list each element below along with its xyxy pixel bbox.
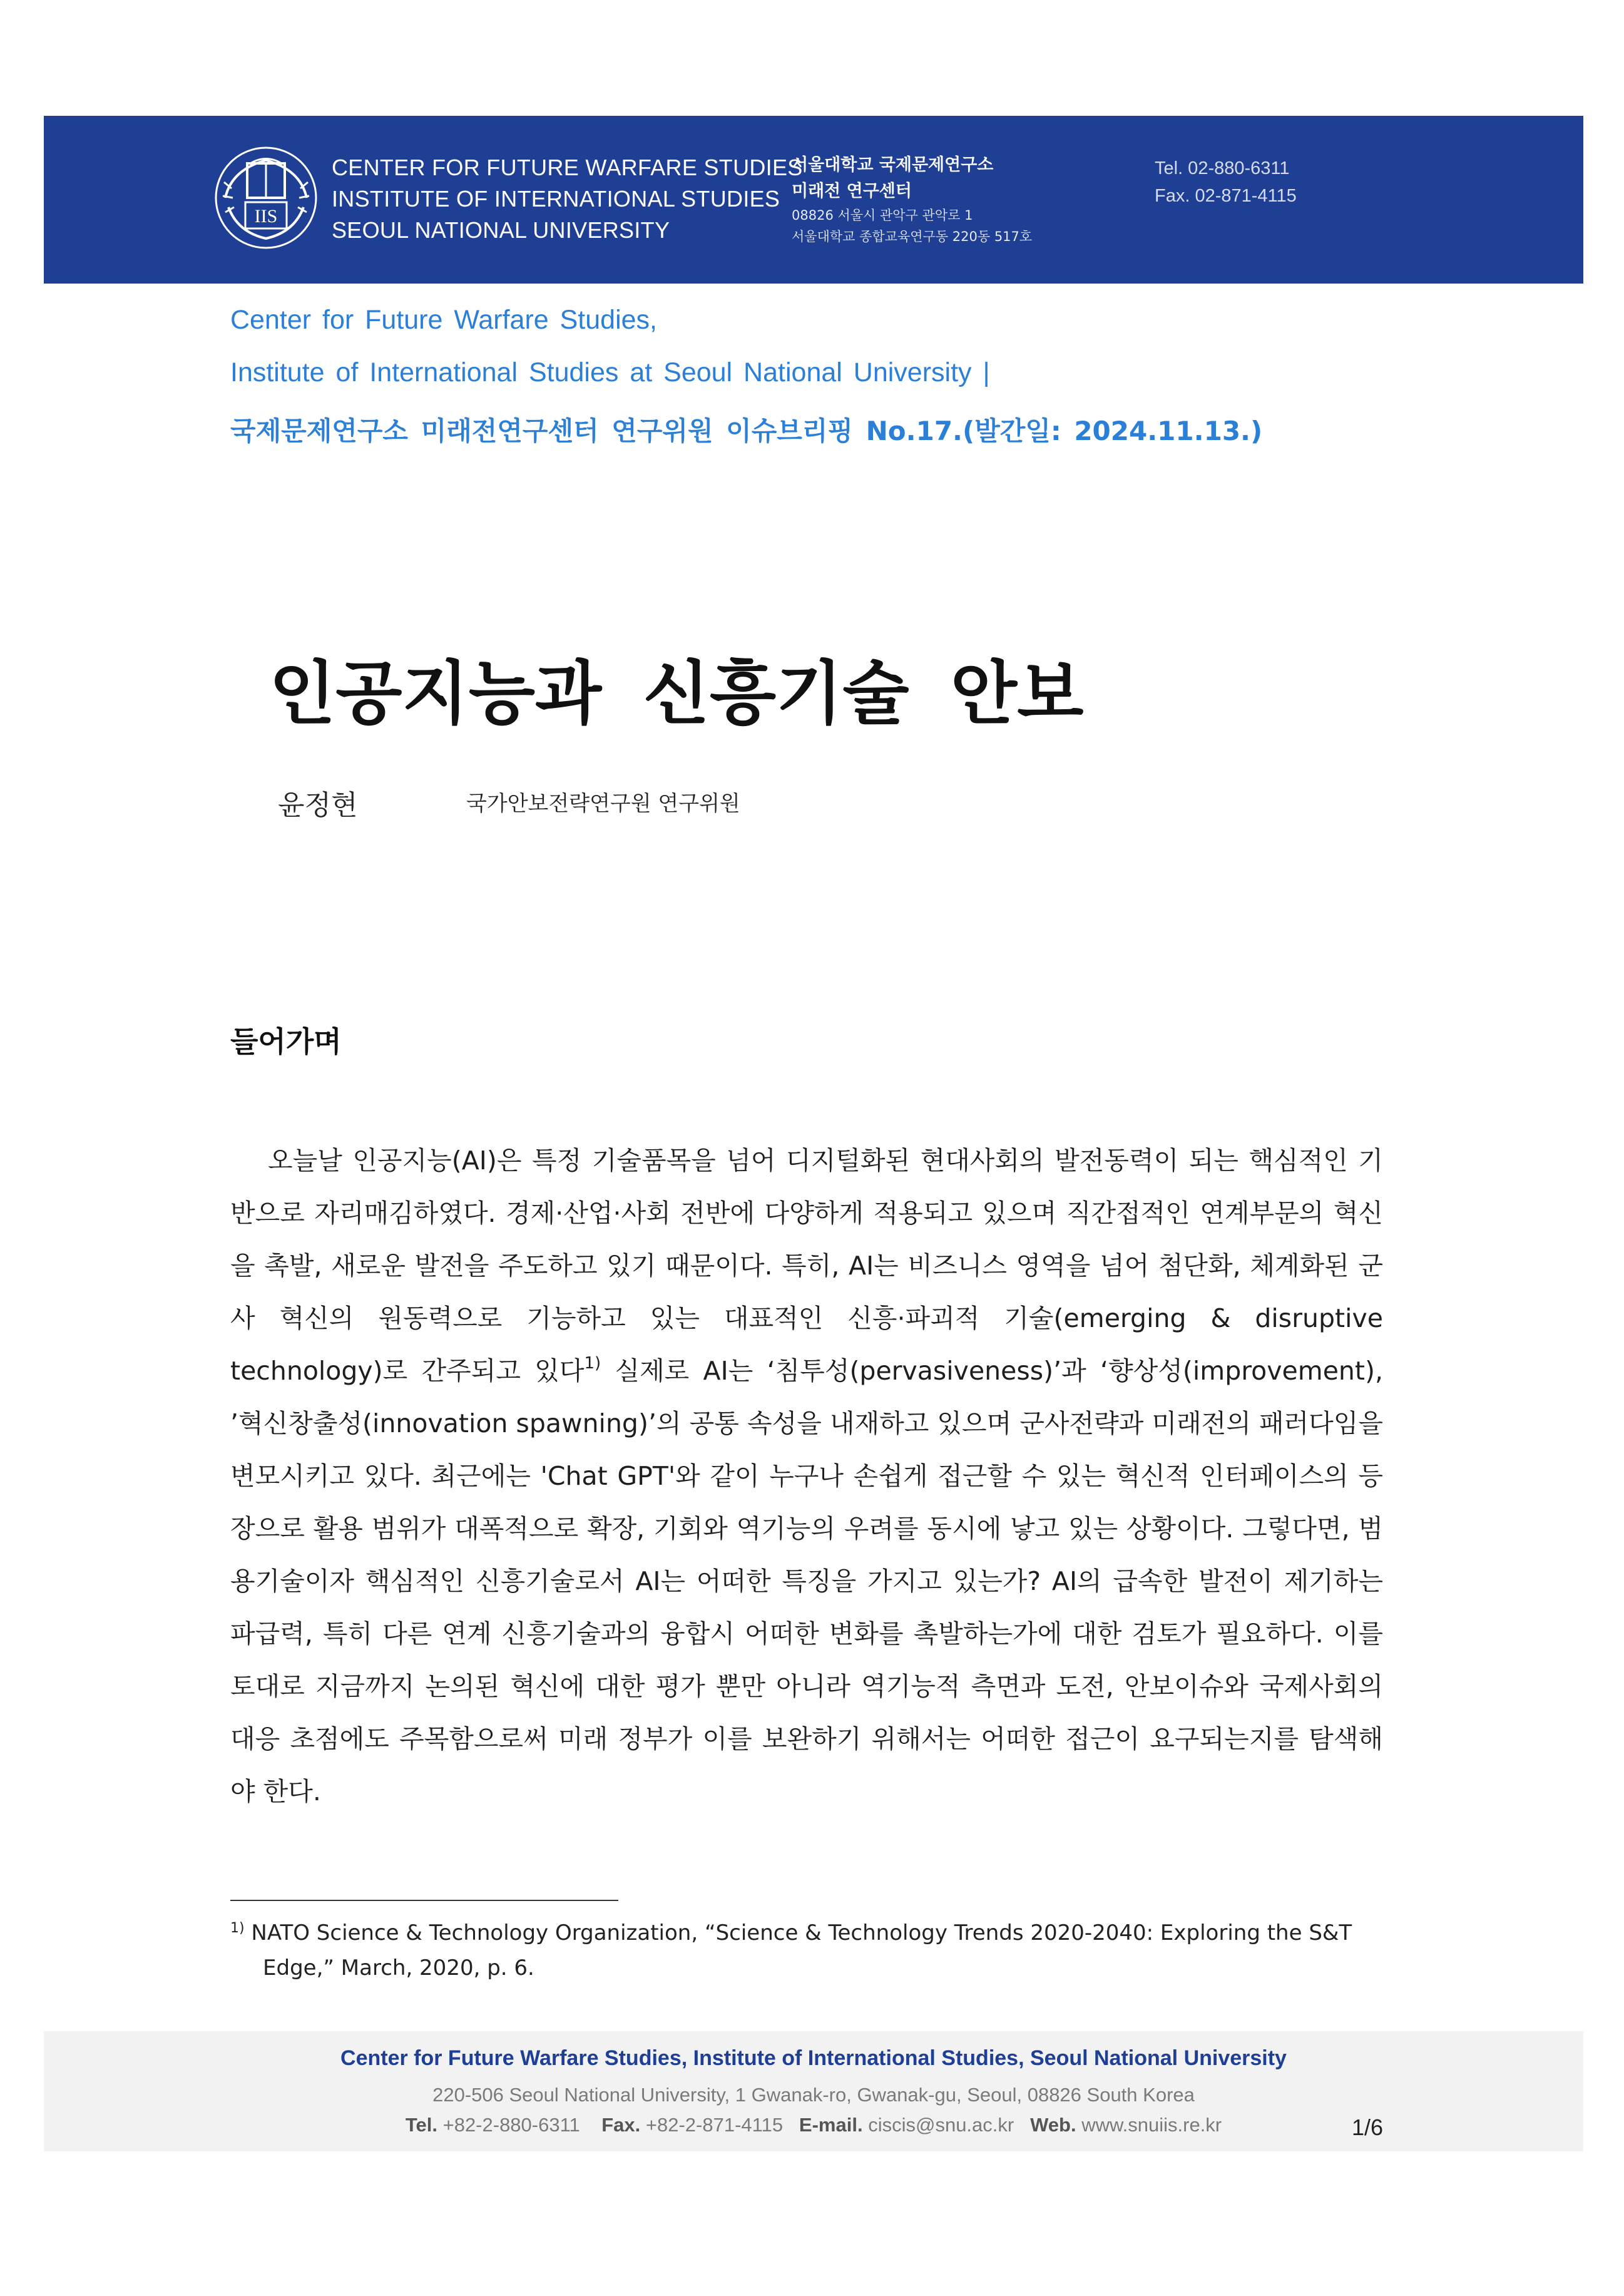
footer-web-link[interactable]: www.snuiis.re.kr xyxy=(1081,2114,1222,2136)
english-line-3: SEOUL NATIONAL UNIVERSITY xyxy=(332,217,670,243)
header-fax: Fax. 02-871-4115 xyxy=(1155,186,1297,206)
footer-email-link[interactable]: ciscis@snu.ac.kr xyxy=(868,2114,1014,2136)
korean-center-name: 미래전 연구센터 xyxy=(792,182,912,201)
footer-web-label: Web. xyxy=(1030,2114,1076,2136)
footer-fax: +82-2-871-4115 xyxy=(645,2114,784,2136)
footer-fax-label: Fax. xyxy=(601,2114,641,2136)
korean-address-line-2: 서울대학교 종합교육연구동 220동 517호 xyxy=(792,229,1033,244)
english-line-2: INSTITUTE OF INTERNATIONAL STUDIES xyxy=(332,186,780,212)
korean-address-line-1: 08826 서울시 관악구 관악로 1 xyxy=(792,208,973,223)
footer-tel: +82-2-880-6311 xyxy=(442,2114,580,2136)
body-text-part-2: 실제로 AI는 ‘침투성(pervasiveness)’과 ‘향상성(improvement), ’혁신창출성(innovation spawning)’의 공통 속성을 내재하고 있으며 군사전략과 미래전의 패러다임을 변모시키고 있다. 최근에는 'Chat GPT'와 같이 누구나 손쉽게 접근할 수 있는 혁신적 인터페이스의 등장으로 활용 범위가 대폭적으로 확장, 기회와 역기능의 우려를 동시에 낳고 있는 상황이다. 그렇다면, 범용기술이자 핵심적인 신흥기술로서 AI는 어떠한 특징을 가지고 있는가? AI의 급속한 발전이 제기하는 파급력, 특히 다른 연계 신흥기술과의 융합시 어떠한 변화를 촉발하는가에 대한 검토가 필요하다. 이를 토대로 지금까지 논의된 혁신에 대한 평가 뿐만 아니라 역기능적 측면과 도전, 안보이슈와 국제사회의 대응 초점에도 주목함으로써 미래 정부가 이를 보완하기 위해서는 어떠한 접근이 요구되는지를 탐색해야 한다. xyxy=(230,1356,1384,1807)
footnote-line-2: Edge,” March, 2020, p. 6. xyxy=(263,1955,534,1981)
korean-institution-block xyxy=(792,152,1032,247)
footer-address: 220-506 Seoul National University, 1 Gwanak-ro, Gwanak-gu, Seoul, 08826 South Korea xyxy=(432,2084,1195,2106)
header-tel: Tel. 02-880-6311 xyxy=(1155,158,1290,178)
author-affiliation: 국가안보전략연구원 연구위원 xyxy=(466,791,740,816)
english-institution-name xyxy=(332,152,803,246)
page-number: 1/6 xyxy=(1352,2114,1384,2140)
body-text-part-1: 오늘날 인공지능(AI)은 특정 기술품목을 넘어 디지털화된 현대사회의 발전동력이 되는 핵심적인 기반으로 자리매김하였다. 경제·산업·사회 전반에 다양하게 적용되고 있으며 직간접적인 연계부문의 혁신을 촉발, 새로운 발전을 주도하고 있기 때문이다. 특히, AI는 비즈니스 영역을 넘어 첨단화, 체계화된 군사 혁신의 원동력으로 기능하고 있는 대표적인 신흥·파괴적 기술(emerging & disruptive technology)로 간주되고 있다 xyxy=(230,1145,1383,1386)
body-paragraph xyxy=(230,1134,1383,1818)
footer-tel-label: Tel. xyxy=(405,2114,437,2136)
subtitle-line-1: Center for Future Warfare Studies, xyxy=(230,305,657,335)
subtitle-line-3: 국제문제연구소 미래전연구센터 연구위원 이슈브리핑 No.17.(발간일: 2024.11.13.) xyxy=(230,416,1263,446)
footnote xyxy=(230,1915,1383,1986)
emblem-text: IIS xyxy=(254,206,278,227)
footer-title: Center for Future Warfare Studies, Institute of International Studies, Seoul National University xyxy=(340,2046,1287,2070)
header-band xyxy=(44,116,1583,284)
university-emblem-icon xyxy=(213,145,319,251)
footnote-reference[interactable]: 1) xyxy=(584,1354,601,1373)
footnote-marker: 1) xyxy=(230,1920,245,1936)
footnote-line-1: NATO Science & Technology Organization, “Science & Technology Trends 2020-2040: Exploring the S&T xyxy=(251,1920,1352,1945)
korean-institute-name: 서울대학교 국제문제연구소 xyxy=(792,155,994,175)
document-title: 인공지능과 신흥기술 안보 xyxy=(269,653,1084,734)
footnote-divider xyxy=(230,1900,618,1901)
section-heading: 들어가며 xyxy=(230,1025,342,1058)
english-line-1: CENTER FOR FUTURE WARFARE STUDIES xyxy=(332,155,803,180)
subtitle-line-2: Institute of International Studies at Seoul National University | xyxy=(230,357,990,387)
header-contact-block xyxy=(1155,155,1297,210)
author-name: 윤정현 xyxy=(278,789,358,821)
footer-email-label: E-mail. xyxy=(799,2114,863,2136)
